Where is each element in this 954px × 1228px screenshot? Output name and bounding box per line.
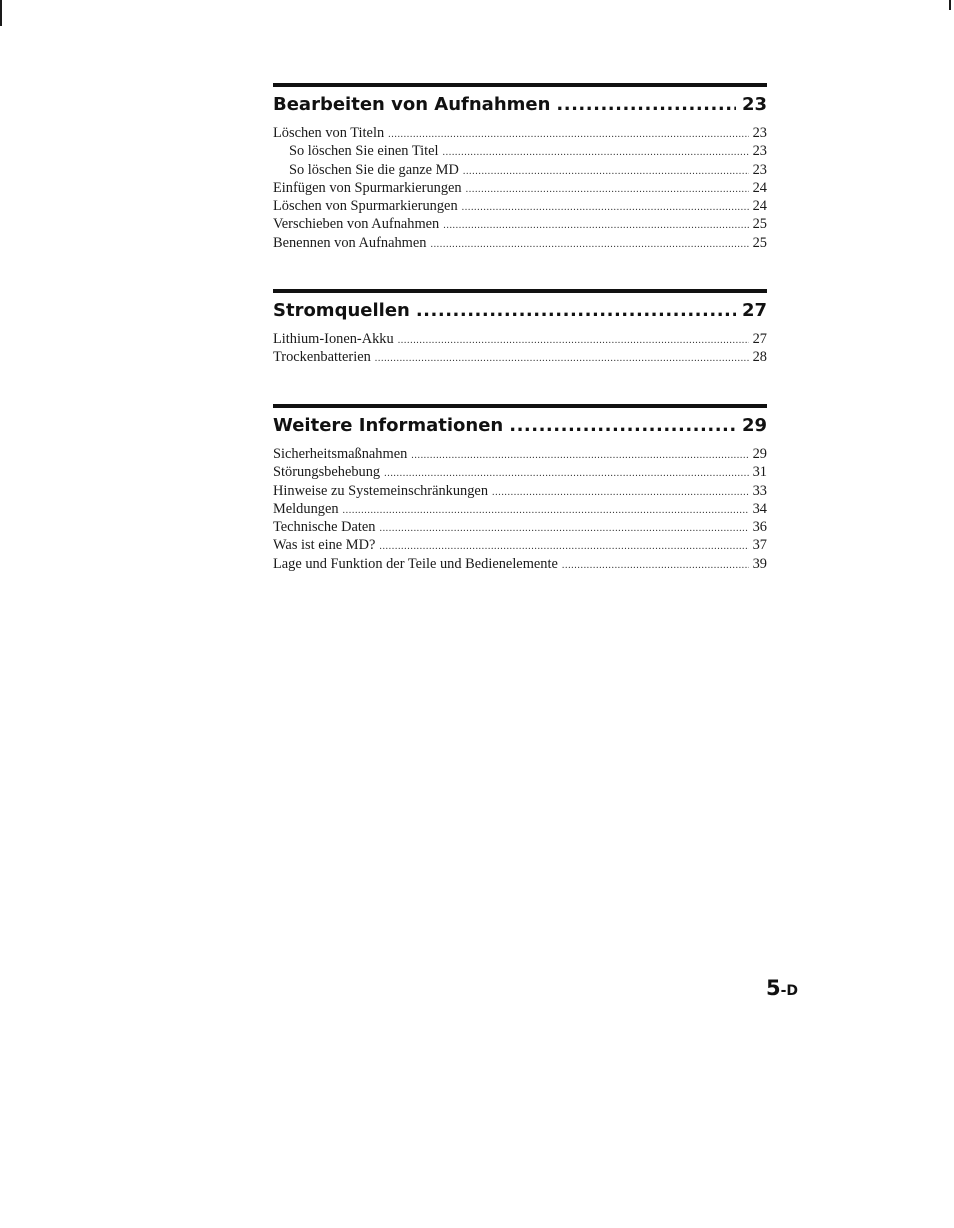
entry-page: 34 — [752, 500, 767, 517]
entry-list — [273, 124, 767, 252]
entry-page: 28 — [752, 349, 767, 366]
toc-section-stromquellen — [273, 289, 767, 367]
dot-leader — [443, 144, 749, 162]
toc-entry[interactable] — [273, 482, 767, 500]
dot-leader — [443, 217, 748, 235]
scan-edge-mark-right — [949, 0, 951, 10]
toc-entry[interactable] — [273, 124, 767, 142]
section-title: Bearbeiten von Aufnahmen — [273, 94, 551, 115]
toc-entry[interactable] — [273, 215, 767, 233]
entry-label: Löschen von Spurmarkierungen — [273, 198, 458, 215]
toc-entry[interactable] — [273, 500, 767, 518]
dot-leader — [562, 557, 749, 575]
dot-leader — [492, 484, 749, 502]
page-number-value: 5 — [766, 976, 781, 1000]
scan-edge-mark-left — [0, 0, 2, 26]
entry-label: Sicherheitsmaßnahmen — [273, 446, 408, 462]
section-rule — [273, 404, 767, 408]
section-page: 27 — [741, 300, 767, 321]
toc-entry[interactable] — [273, 197, 767, 215]
entry-label: Löschen von Titeln — [273, 125, 385, 141]
toc-entry[interactable] — [273, 555, 767, 573]
toc-subentry[interactable] — [273, 142, 767, 160]
entry-label: Was ist eine MD? — [273, 537, 376, 554]
toc-section-bearbeiten — [273, 83, 767, 252]
dot-leader — [411, 447, 748, 465]
entry-list — [273, 445, 767, 573]
dot-leader — [509, 414, 736, 438]
toc-section-weitere-informationen — [273, 404, 767, 573]
section-heading[interactable] — [273, 93, 767, 117]
page-number — [766, 976, 798, 1000]
section-rule — [273, 83, 767, 87]
entry-label: Lage und Funktion der Teile und Bedienelemente — [273, 555, 558, 572]
entry-label: Verschieben von Aufnahmen — [273, 216, 440, 233]
entry-page: 24 — [752, 179, 767, 196]
toc-entry[interactable] — [273, 179, 767, 197]
entry-label: Benennen von Aufnahmen — [273, 234, 427, 251]
entry-page: 24 — [752, 198, 767, 215]
entry-page: 27 — [752, 331, 767, 347]
dot-leader — [379, 520, 748, 538]
toc-entry[interactable] — [273, 234, 767, 252]
entry-label: So löschen Sie die ganze MD — [289, 161, 459, 178]
dot-leader — [466, 181, 749, 199]
entry-list — [273, 330, 767, 367]
dot-leader — [430, 236, 748, 254]
toc-entry[interactable] — [273, 536, 767, 554]
entry-page: 33 — [752, 482, 767, 499]
entry-page: 23 — [752, 143, 767, 160]
entry-label: Trockenbatterien — [273, 349, 371, 366]
dot-leader — [375, 350, 749, 368]
entry-page: 25 — [752, 216, 767, 233]
section-title: Stromquellen — [273, 300, 410, 321]
toc-entry[interactable] — [273, 348, 767, 366]
toc-entry[interactable] — [273, 445, 767, 463]
dot-leader — [462, 199, 749, 217]
entry-page: 36 — [752, 519, 767, 536]
entry-page: 37 — [752, 537, 767, 554]
dot-leader — [388, 126, 748, 144]
section-title: Weitere Informationen — [273, 415, 504, 436]
section-heading[interactable] — [273, 299, 767, 323]
section-rule — [273, 289, 767, 293]
section-heading[interactable] — [273, 414, 767, 438]
entry-page: 29 — [752, 446, 767, 462]
dot-leader — [556, 93, 736, 117]
entry-page: 25 — [752, 234, 767, 251]
entry-page: 39 — [752, 555, 767, 572]
dot-leader — [463, 163, 749, 181]
dot-leader — [416, 299, 736, 323]
page-number-suffix: -D — [780, 983, 799, 999]
toc-entry[interactable] — [273, 463, 767, 481]
section-page: 29 — [741, 415, 767, 436]
entry-label: Einfügen von Spurmarkierungen — [273, 179, 462, 196]
entry-page: 31 — [752, 464, 767, 481]
entry-label: Störungsbehebung — [273, 464, 381, 481]
entry-label: Technische Daten — [273, 519, 376, 536]
section-page: 23 — [741, 94, 767, 115]
entry-label: Hinweise zu Systemeinschränkungen — [273, 482, 489, 499]
toc-subentry[interactable] — [273, 161, 767, 179]
entry-label: Lithium-Ionen-Akku — [273, 331, 394, 347]
dot-leader — [343, 502, 749, 520]
toc-entry[interactable] — [273, 518, 767, 536]
dot-leader — [398, 332, 749, 350]
entry-label: Meldungen — [273, 500, 339, 517]
entry-page: 23 — [752, 125, 767, 141]
entry-page: 23 — [752, 161, 767, 178]
toc-entry[interactable] — [273, 330, 767, 348]
entry-label: So löschen Sie einen Titel — [289, 143, 439, 160]
